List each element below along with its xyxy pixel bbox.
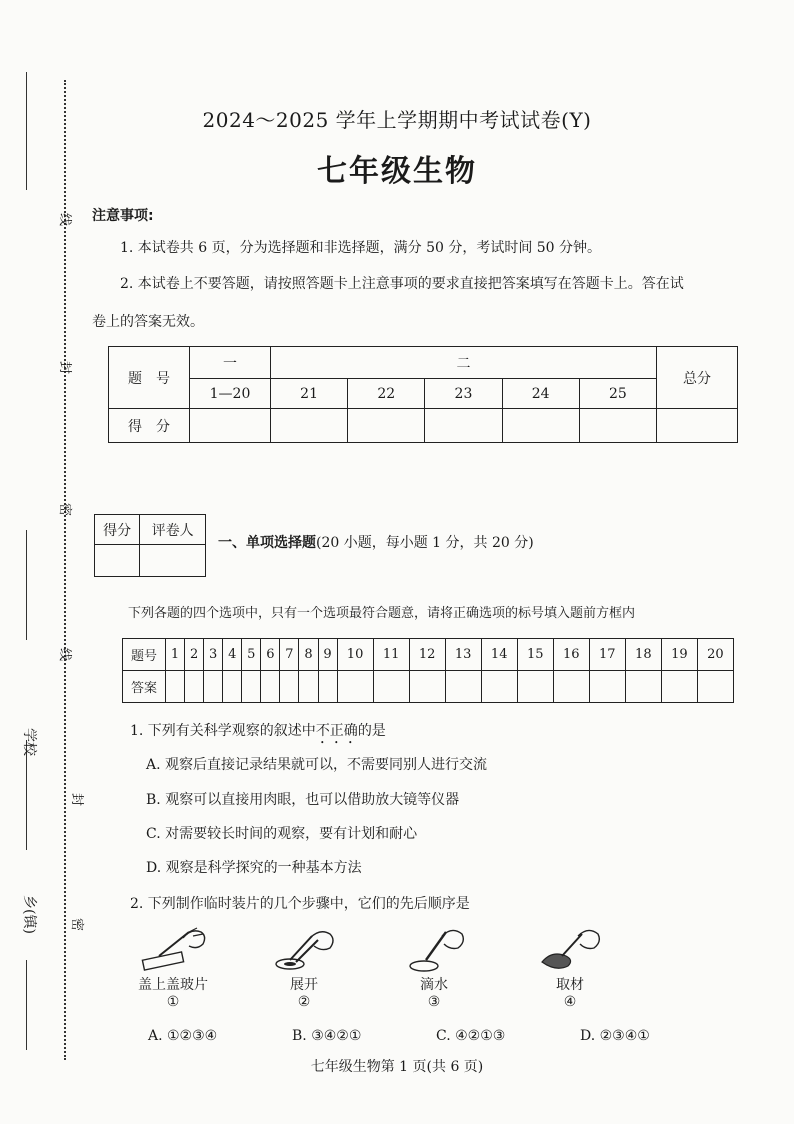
answer-table-number-label: 题号: [123, 639, 166, 671]
q1-stem: [130, 720, 386, 747]
score-col-25: 25: [579, 379, 656, 409]
score-table: [108, 346, 738, 443]
answer-cell[interactable]: [337, 671, 373, 703]
answer-number-cell: 8: [299, 639, 318, 671]
score-col-23: 23: [425, 379, 502, 409]
q2-figure-1: [128, 926, 218, 1010]
score-cell[interactable]: [579, 409, 656, 443]
answer-cell[interactable]: [625, 671, 661, 703]
score-table-row-label: 题 号: [109, 347, 190, 409]
answer-cell[interactable]: [242, 671, 261, 703]
q2-figure-1-num: ①: [166, 994, 180, 1010]
notice-item-2-line-2: 卷上的答案无效。: [92, 314, 204, 330]
score-table-part2: 二: [271, 347, 657, 379]
q2-figure-2: [264, 926, 344, 1010]
answer-number-cell: 7: [280, 639, 299, 671]
section1-heading: [218, 532, 534, 552]
q2-figure-2-label: 展开: [290, 977, 318, 993]
binding-char-seal-2: 封: [69, 792, 85, 807]
answer-number-cell: 2: [185, 639, 204, 671]
q1-option-a[interactable]: A. 观察后直接记录结果就可以，不需要同别人进行交流: [146, 757, 488, 773]
answer-number-cell: 18: [625, 639, 661, 671]
margin-line-bottom: [26, 960, 27, 1050]
notice-item-2-line-1: 2. 本试卷上不要答题，请按照答题卡上注意事项的要求直接把答案填写在答题卡上。答在试: [120, 276, 684, 292]
q2-figure-4-num: ④: [563, 994, 577, 1010]
answer-table-answer-label: 答案: [123, 671, 166, 703]
notice-item-1: 1. 本试卷共 6 页，分为选择题和非选择题，满分 50 分，考试时间 50 分钟。: [120, 240, 602, 256]
answer-number-cell: 17: [589, 639, 625, 671]
answer-cell[interactable]: [517, 671, 553, 703]
coverslip-drawing: [133, 926, 213, 974]
q2-figure-4-label: 取材: [556, 977, 584, 993]
notice-heading: 注意事项:: [92, 208, 154, 224]
school-label: 学校: [21, 728, 37, 756]
binding-dotted-line: [64, 80, 66, 1060]
answer-number-cell: 1: [166, 639, 185, 671]
score-cell[interactable]: [190, 409, 271, 443]
answer-number-cell: 6: [261, 639, 280, 671]
answer-number-cell: 11: [373, 639, 409, 671]
q2-figure-4: [530, 926, 610, 1010]
score-table-part1: 一: [190, 347, 271, 379]
page-footer: 七年级生物第 1 页(共 6 页): [310, 1059, 484, 1075]
answer-cell[interactable]: [280, 671, 299, 703]
margin-line-low: [26, 740, 27, 850]
q2-figure-2-num: ②: [297, 994, 311, 1010]
binding-char-secret: 密: [57, 502, 73, 517]
q2-figure-3: [394, 926, 474, 1010]
answer-number-cell: 19: [661, 639, 697, 671]
answer-cell[interactable]: [481, 671, 517, 703]
subject-title: 七年级生物: [317, 154, 477, 189]
binding-char-secret-2: 密: [69, 917, 85, 932]
exam-title: 2024～2025 学年上学期期中考试试卷(Y): [202, 108, 592, 132]
answer-number-cell: 14: [481, 639, 517, 671]
grader-box: [94, 514, 206, 577]
q2-option-d[interactable]: D. ②③④①: [580, 1028, 650, 1044]
binding-char-line: 线: [57, 212, 73, 227]
sampling-drawing: [532, 926, 608, 974]
answer-cell[interactable]: [553, 671, 589, 703]
answer-number-cell: 15: [517, 639, 553, 671]
answer-cell[interactable]: [261, 671, 280, 703]
section1-heading-rest: (20 小题，每小题 1 分，共 20 分): [316, 535, 534, 551]
town-label: 乡(镇): [21, 895, 37, 934]
grader-score-cell[interactable]: [95, 545, 140, 577]
q2-figure-1-label: 盖上盖玻片: [138, 977, 208, 993]
answer-number-cell: 20: [697, 639, 733, 671]
margin-line-mid: [26, 530, 27, 640]
answer-cell[interactable]: [373, 671, 409, 703]
answer-cell[interactable]: [589, 671, 625, 703]
answer-cell[interactable]: [166, 671, 185, 703]
answer-number-cell: 4: [223, 639, 242, 671]
score-cell[interactable]: [271, 409, 348, 443]
answer-cell[interactable]: [204, 671, 223, 703]
score-col-24: 24: [502, 379, 579, 409]
answer-number-cell: 12: [409, 639, 445, 671]
score-col-1-20: 1—20: [190, 379, 271, 409]
score-cell-total[interactable]: [657, 409, 738, 443]
grader-name-header: 评卷人: [140, 515, 206, 545]
answer-cell[interactable]: [697, 671, 733, 703]
q1-option-d[interactable]: D. 观察是科学探究的一种基本方法: [146, 860, 362, 876]
q2-figure-3-label: 滴水: [420, 977, 448, 993]
score-cell[interactable]: [502, 409, 579, 443]
score-col-21: 21: [271, 379, 348, 409]
answer-table: [122, 638, 734, 703]
q1-stem-emphasis: 不正确: [315, 723, 358, 739]
section1-instruction: 下列各题的四个选项中，只有一个选项最符合题意，请将正确选项的标号填入题前方框内: [128, 606, 636, 621]
q1-stem-post: 的是: [357, 723, 386, 739]
answer-number-cell: 10: [337, 639, 373, 671]
answer-number-cell: 3: [204, 639, 223, 671]
answer-number-cell: 9: [318, 639, 337, 671]
q1-option-c[interactable]: C. 对需要较长时间的观察，要有计划和耐心: [146, 826, 418, 842]
score-table-score-label: 得 分: [109, 409, 190, 443]
grader-score-header: 得分: [95, 515, 140, 545]
dropper-drawing: [396, 926, 472, 974]
q2-figure-3-num: ③: [427, 994, 441, 1010]
q1-stem-pre: 1. 下列有关科学观察的叙述中: [130, 723, 316, 739]
q2-option-a[interactable]: A. ①②③④: [148, 1028, 218, 1044]
grader-name-cell[interactable]: [140, 545, 206, 577]
score-cell[interactable]: [425, 409, 502, 443]
section1-heading-bold: 一、单项选择题: [218, 535, 316, 551]
q2-option-b[interactable]: B. ③④②①: [292, 1028, 362, 1044]
spread-drawing: [266, 926, 342, 974]
score-col-22: 22: [348, 379, 425, 409]
q2-option-c[interactable]: C. ④②①③: [436, 1028, 506, 1044]
binding-char-line-2: 线: [57, 647, 73, 662]
answer-cell[interactable]: [318, 671, 337, 703]
binding-char-seal: 封: [57, 360, 73, 375]
answer-number-cell: 5: [242, 639, 261, 671]
answer-cell[interactable]: [223, 671, 242, 703]
answer-number-cell: 16: [553, 639, 589, 671]
q2-stem: 2. 下列制作临时装片的几个步骤中，它们的先后顺序是: [130, 896, 470, 912]
answer-cell[interactable]: [185, 671, 204, 703]
answer-cell[interactable]: [445, 671, 481, 703]
answer-number-cell: 13: [445, 639, 481, 671]
answer-cell[interactable]: [661, 671, 697, 703]
score-cell[interactable]: [348, 409, 425, 443]
score-table-total: 总分: [657, 347, 738, 409]
q1-option-b[interactable]: B. 观察可以直接用肉眼，也可以借助放大镜等仪器: [146, 792, 460, 808]
answer-cell[interactable]: [299, 671, 318, 703]
answer-cell[interactable]: [409, 671, 445, 703]
